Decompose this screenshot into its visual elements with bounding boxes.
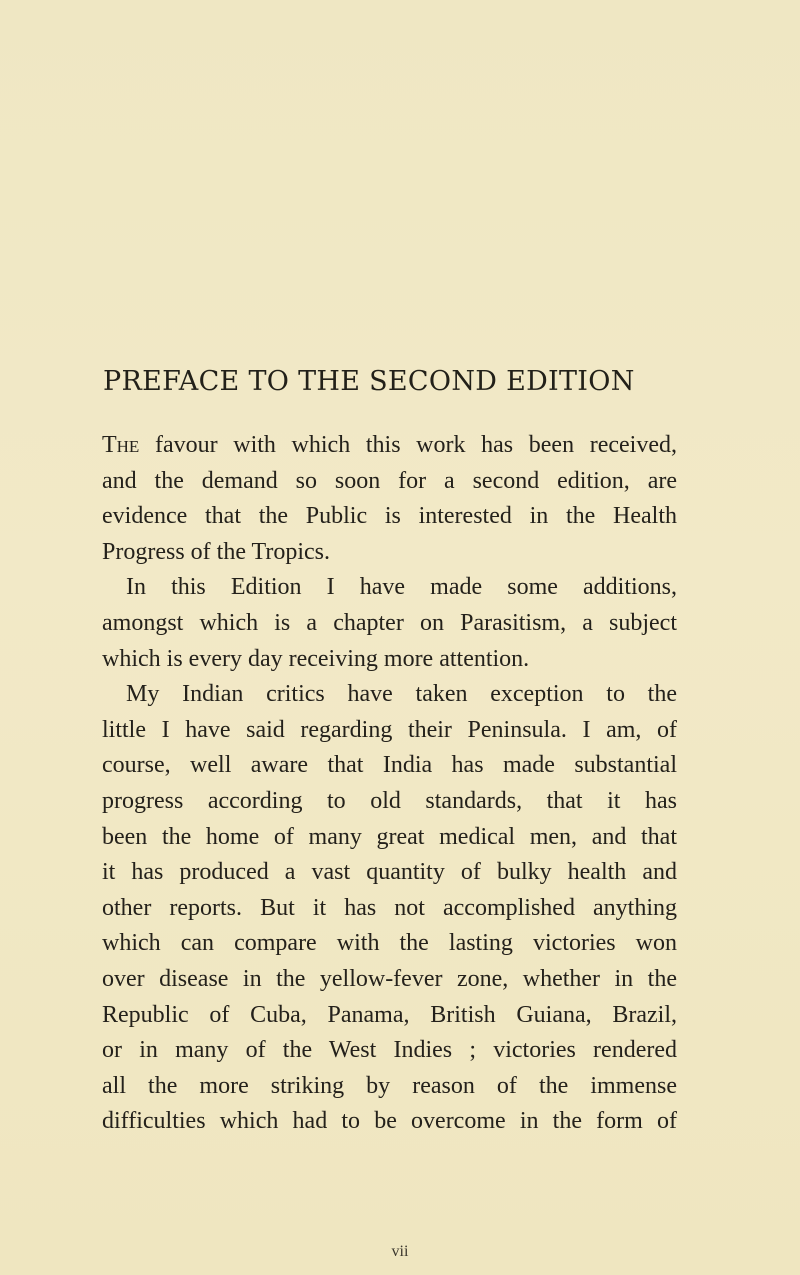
preface-body bbox=[102, 428, 677, 1140]
text-line-19: all the more striking by reason of the immense bbox=[102, 1072, 677, 1099]
text-line-16: over disease in the yellow-fever zone, whether in the bbox=[102, 965, 677, 992]
text-line-8: My Indian critics have taken exception to the bbox=[126, 681, 677, 708]
text-line-2: and the demand so soon for a second edition, are bbox=[102, 467, 677, 494]
text-line-13: it has produced a vast quantity of bulky health and bbox=[102, 859, 677, 886]
text-line-11: progress according to old standards, that it has bbox=[102, 787, 677, 814]
text-line-3: evidence that the Public is interested in the Health bbox=[102, 503, 677, 530]
text-line-14: other reports. But it has not accomplished anything bbox=[102, 894, 677, 921]
text-line-7: which is every day receiving more attention. bbox=[102, 645, 530, 672]
text-line-1 bbox=[102, 428, 677, 464]
text-line-5: In this Edition I have made some additions, bbox=[126, 574, 677, 601]
page-title: PREFACE TO THE SECOND EDITION bbox=[103, 366, 635, 397]
page-number: vii bbox=[391, 1243, 409, 1260]
drop-first-word: The bbox=[102, 432, 140, 458]
text-line-20: difficulties which had to be overcome in the form of bbox=[102, 1108, 677, 1135]
text-line-4: Progress of the Tropics. bbox=[102, 538, 331, 565]
text-line-1-rest: favour with which this work has been received, bbox=[139, 432, 677, 458]
text-line-18: or in many of the West Indies ; victories rendered bbox=[102, 1037, 677, 1064]
text-line-10: course, well aware that India has made substantial bbox=[102, 752, 677, 779]
text-line-6: amongst which is a chapter on Parasitism, a subject bbox=[102, 609, 677, 636]
text-line-15: which can compare with the lasting victories won bbox=[102, 930, 677, 957]
text-line-12: been the home of many great medical men, and that bbox=[102, 823, 677, 850]
text-line-17: Republic of Cuba, Panama, British Guiana, Brazil, bbox=[102, 1001, 677, 1028]
text-line-9: little I have said regarding their Peninsula. I am, of bbox=[102, 716, 677, 743]
